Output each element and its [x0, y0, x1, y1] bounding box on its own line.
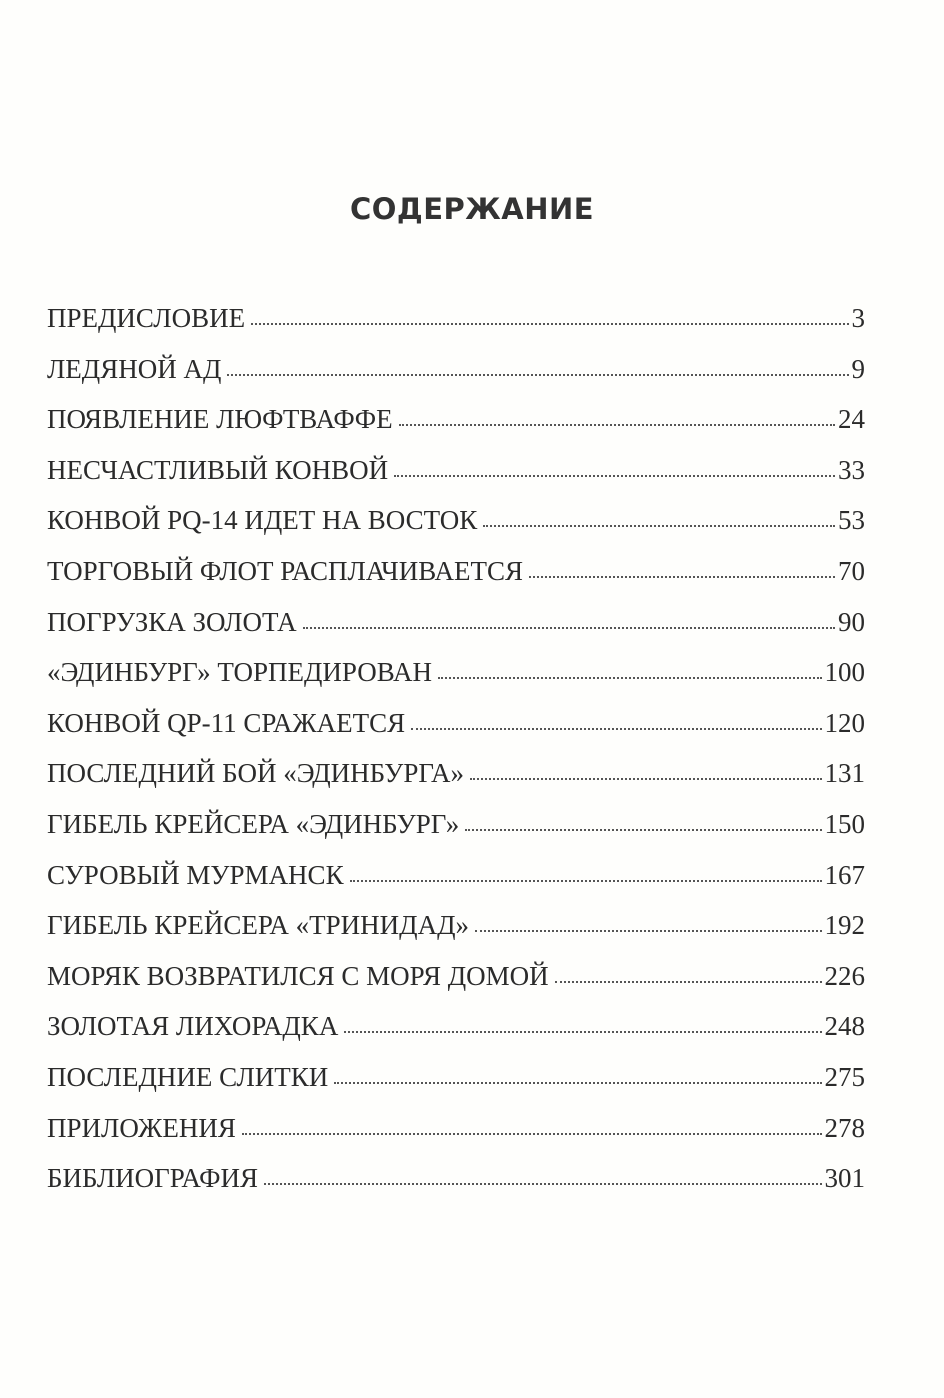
toc-page-number: 24 [838, 404, 865, 435]
toc-entry [47, 657, 865, 708]
dot-leader [251, 323, 848, 325]
dot-leader [399, 424, 835, 426]
toc-page-number: 53 [838, 505, 865, 536]
dot-leader [344, 1031, 821, 1033]
dot-leader [411, 728, 821, 730]
toc-entry-title: ЛЕДЯНОЙ АД [47, 353, 222, 384]
toc-entry [47, 961, 865, 1012]
toc-entry [47, 1113, 865, 1164]
toc-page-number: 248 [824, 1011, 865, 1042]
toc-page-number: 150 [824, 808, 865, 839]
toc-entry-title: ГИБЕЛЬ КРЕЙСЕРА «ЭДИНБУРГ» [47, 808, 460, 839]
dot-leader [350, 880, 822, 882]
toc-page-number: 131 [824, 758, 865, 789]
toc-entry-title: НЕСЧАСТЛИВЫЙ КОНВОЙ [47, 454, 389, 485]
toc-entry [47, 708, 865, 759]
toc-page-number: 100 [824, 657, 865, 688]
page-title: СОДЕРЖАНИЕ [349, 192, 595, 226]
toc-entry [47, 809, 865, 860]
toc-entry-title: ЗОЛОТАЯ ЛИХОРАДКА [47, 1011, 339, 1042]
dot-leader [334, 1082, 821, 1084]
toc-entry-title: ТОРГОВЫЙ ФЛОТ РАСПЛАЧИВАЕТСЯ [47, 555, 524, 586]
toc-entry-title: МОРЯК ВОЗВРАТИЛСЯ С МОРЯ ДОМОЙ [47, 960, 549, 991]
toc-entry [47, 1163, 865, 1214]
toc-page-number: 167 [824, 859, 865, 890]
toc-entry [47, 607, 865, 658]
toc-entry [47, 505, 865, 556]
dot-leader [303, 627, 835, 629]
toc-entry-title: ПОЯВЛЕНИЕ ЛЮФТВАФФЕ [47, 404, 393, 435]
toc-entry [47, 1011, 865, 1062]
toc-entry-title: ПОСЛЕДНИЕ СЛИТКИ [47, 1061, 329, 1092]
toc-page-number: 33 [838, 454, 865, 485]
toc-entry-title: ПОГРУЗКА ЗОЛОТА [47, 606, 297, 637]
toc-page-number: 120 [824, 707, 865, 738]
dot-leader [529, 576, 835, 578]
dot-leader [438, 677, 821, 679]
dot-leader [227, 374, 848, 376]
table-of-contents [47, 303, 865, 1214]
toc-entry [47, 303, 865, 354]
toc-page-number: 226 [824, 960, 865, 991]
toc-entry-title: СУРОВЫЙ МУРМАНСК [47, 859, 344, 890]
toc-entry-title: ПРИЛОЖЕНИЯ [47, 1112, 236, 1143]
toc-entry [47, 354, 865, 405]
toc-entry [47, 860, 865, 911]
dot-leader [555, 981, 822, 983]
toc-page-number: 278 [824, 1112, 865, 1143]
toc-entry-title: КОНВОЙ PQ-14 ИДЕТ НА ВОСТОК [47, 505, 478, 536]
dot-leader [465, 829, 821, 831]
toc-entry [47, 556, 865, 607]
toc-page-number: 9 [851, 353, 865, 384]
toc-page-number: 301 [824, 1163, 865, 1194]
toc-page-number: 90 [838, 606, 865, 637]
toc-entry-title: БИБЛИОГРАФИЯ [47, 1163, 258, 1194]
toc-entry-title: «ЭДИНБУРГ» ТОРПЕДИРОВАН [47, 657, 433, 688]
dot-leader [470, 778, 821, 780]
toc-page-number: 275 [824, 1061, 865, 1092]
toc-entry-title: ПРЕДИСЛОВИЕ [47, 303, 246, 333]
dot-leader [483, 525, 835, 527]
toc-entry-title: ПОСЛЕДНИЙ БОЙ «ЭДИНБУРГА» [47, 758, 465, 789]
dot-leader [242, 1133, 822, 1135]
toc-entry-title: КОНВОЙ QP-11 СРАЖАЕТСЯ [47, 707, 406, 738]
toc-entry [47, 455, 865, 506]
toc-page-number: 70 [838, 555, 865, 586]
toc-entry [47, 758, 865, 809]
toc-entry [47, 1062, 865, 1113]
toc-page-number: 192 [824, 910, 865, 941]
toc-entry-title: ГИБЕЛЬ КРЕЙСЕРА «ТРИНИДАД» [47, 910, 469, 941]
dot-leader [394, 475, 835, 477]
toc-page-number: 3 [851, 303, 865, 333]
toc-entry [47, 404, 865, 455]
dot-leader [264, 1183, 822, 1185]
dot-leader [475, 930, 822, 932]
toc-entry [47, 910, 865, 961]
